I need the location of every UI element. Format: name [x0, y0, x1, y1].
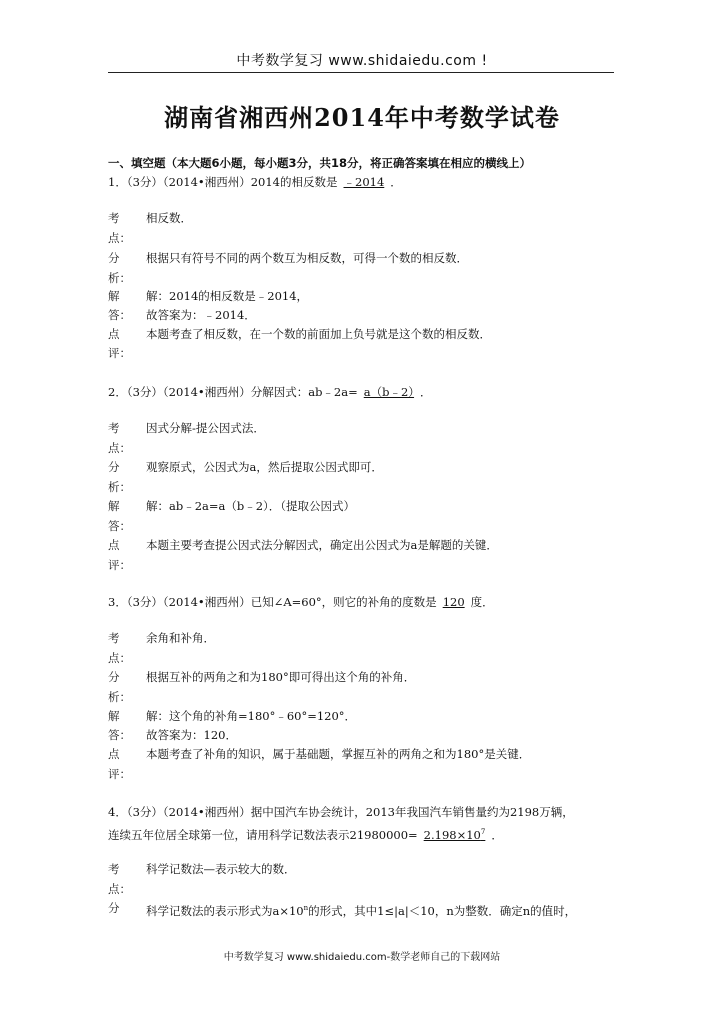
- question-source: （2014•湘西州）: [162, 385, 251, 399]
- question-number: 3．: [108, 595, 127, 609]
- q1-jieda-2: 故答案为：﹣2014．: [146, 308, 256, 322]
- label-jie: 解: [108, 499, 120, 513]
- label-jie: 解: [108, 289, 120, 303]
- label-dian: 点：: [108, 441, 131, 455]
- label-dian-ping: 点: [108, 538, 120, 552]
- question-4-line-1: [108, 802, 628, 823]
- q2-kaodian: 因式分解-提公因式法．: [146, 421, 265, 435]
- label-xi: 析：: [108, 271, 131, 285]
- q1-jieda-1: 解：2014的相反数是﹣2014，: [146, 289, 309, 303]
- fenxi-exponent: n: [303, 904, 309, 912]
- label-da: 答：: [108, 728, 131, 742]
- question-source: （2014•湘西州）: [162, 595, 251, 609]
- answer-base: 2.198×10: [423, 827, 481, 842]
- label-dian-ping: 点: [108, 747, 120, 761]
- label-fen: 分: [108, 251, 120, 265]
- exam-title: 湖南省湘西州2014年中考数学试卷: [164, 103, 560, 132]
- question-2: [108, 382, 628, 403]
- q4-kaodian: 科学记数法—表示较大的数．: [146, 862, 296, 876]
- label-dian-ping: 点: [108, 327, 120, 341]
- question-number: 1．: [108, 175, 127, 189]
- label-kao: 考: [108, 862, 120, 876]
- fenxi-text-a: 科学记数法的表示形式为a×10: [146, 903, 304, 918]
- fenxi-text-b: 的形式，其中1≤|a|＜10，n为整数．确定n的值时，: [308, 903, 577, 918]
- question-answer: a（b﹣2）: [363, 385, 415, 399]
- question-score: （3分）: [126, 385, 163, 399]
- question-text: 据中国汽车协会统计，2013年我国汽车销售量约为2198万辆，: [250, 805, 574, 819]
- q3-dianping: 本题考查了补角的知识，属于基础题，掌握互补的两角之和为180°是关键．: [146, 747, 531, 761]
- label-ping: 评：: [108, 767, 131, 781]
- question-score: （3分）: [126, 805, 163, 819]
- label-kao: 考: [108, 211, 120, 225]
- question-text: 已知∠A=60°，则它的补角的度数是: [250, 595, 437, 609]
- question-answer: ﹣2014: [343, 175, 385, 189]
- label-ping: 评：: [108, 346, 131, 360]
- label-xi: 析：: [108, 480, 131, 494]
- q4-fenxi: [146, 898, 576, 921]
- question-end: ．: [420, 385, 432, 399]
- q1-dianping: 本题考查了相反数，在一个数的前面加上负号就是这个数的相反数．: [146, 327, 491, 341]
- label-fen: 分: [108, 670, 120, 684]
- question-text: 分解因式：ab﹣2a=: [250, 385, 358, 399]
- q1-kaodian: 相反数．: [146, 211, 192, 225]
- question-1: [108, 172, 628, 193]
- label-ping: 评：: [108, 558, 131, 572]
- question-end: ．: [390, 175, 402, 189]
- q3-kaodian: 余角和补角．: [146, 631, 215, 645]
- q2-jieda-1: 解：ab﹣2a=a（b﹣2）．（提取公因式）: [146, 499, 356, 513]
- q2-fenxi: 观察原式，公因式为a，然后提取公因式即可．: [146, 460, 383, 474]
- label-kao: 考: [108, 421, 120, 435]
- question-3: [108, 592, 628, 613]
- question-number: 4．: [108, 805, 127, 819]
- question-text: 2014的相反数是: [250, 175, 338, 189]
- label-xi: 析：: [108, 690, 131, 704]
- q1-fenxi: 根据只有符号不同的两个数互为相反数，可得一个数的相反数．: [146, 251, 468, 265]
- question-source: （2014•湘西州）: [162, 175, 251, 189]
- page-footer: 中考数学复习 www.shidaiedu.com-数学老师自己的下载网站: [223, 952, 501, 963]
- label-da: 答：: [108, 308, 131, 322]
- label-fen: 分: [108, 460, 120, 474]
- question-answer: [418, 828, 492, 842]
- question-score: （3分）: [126, 595, 163, 609]
- question-4-line-2: [108, 822, 628, 846]
- label-dian: 点：: [108, 882, 131, 896]
- question-answer: 120: [442, 595, 465, 609]
- answer-exponent: 7: [480, 828, 486, 836]
- label-dian: 点：: [108, 231, 131, 245]
- question-end: 度．: [470, 595, 494, 609]
- label-da: 答：: [108, 519, 131, 533]
- label-fen: 分: [108, 901, 120, 915]
- q3-jieda-2: 故答案为：120．: [146, 728, 237, 742]
- question-end: ．: [491, 827, 503, 842]
- question-source: （2014•湘西州）: [162, 805, 251, 819]
- question-score: （3分）: [126, 175, 163, 189]
- section-heading: 一、填空题（本大题6小题，每小题3分，共18分，将正确答案填在相应的横线上）: [108, 156, 532, 170]
- question-text: 连续五年位居全球第一位，请用科学记数法表示21980000=: [108, 827, 418, 842]
- page-header: 中考数学复习 www.shidaiedu.com !: [236, 53, 488, 69]
- label-dian: 点：: [108, 651, 131, 665]
- question-number: 2．: [108, 385, 127, 399]
- q3-fenxi: 根据互补的两角之和为180°即可得出这个角的补角．: [146, 670, 416, 684]
- q2-dianping: 本题主要考查提公因式法分解因式，确定出公因式为a是解题的关键．: [146, 538, 498, 552]
- header-divider: [108, 72, 614, 73]
- label-kao: 考: [108, 631, 120, 645]
- label-jie: 解: [108, 709, 120, 723]
- q3-jieda-1: 解：这个角的补角=180°﹣60°=120°．: [146, 709, 357, 723]
